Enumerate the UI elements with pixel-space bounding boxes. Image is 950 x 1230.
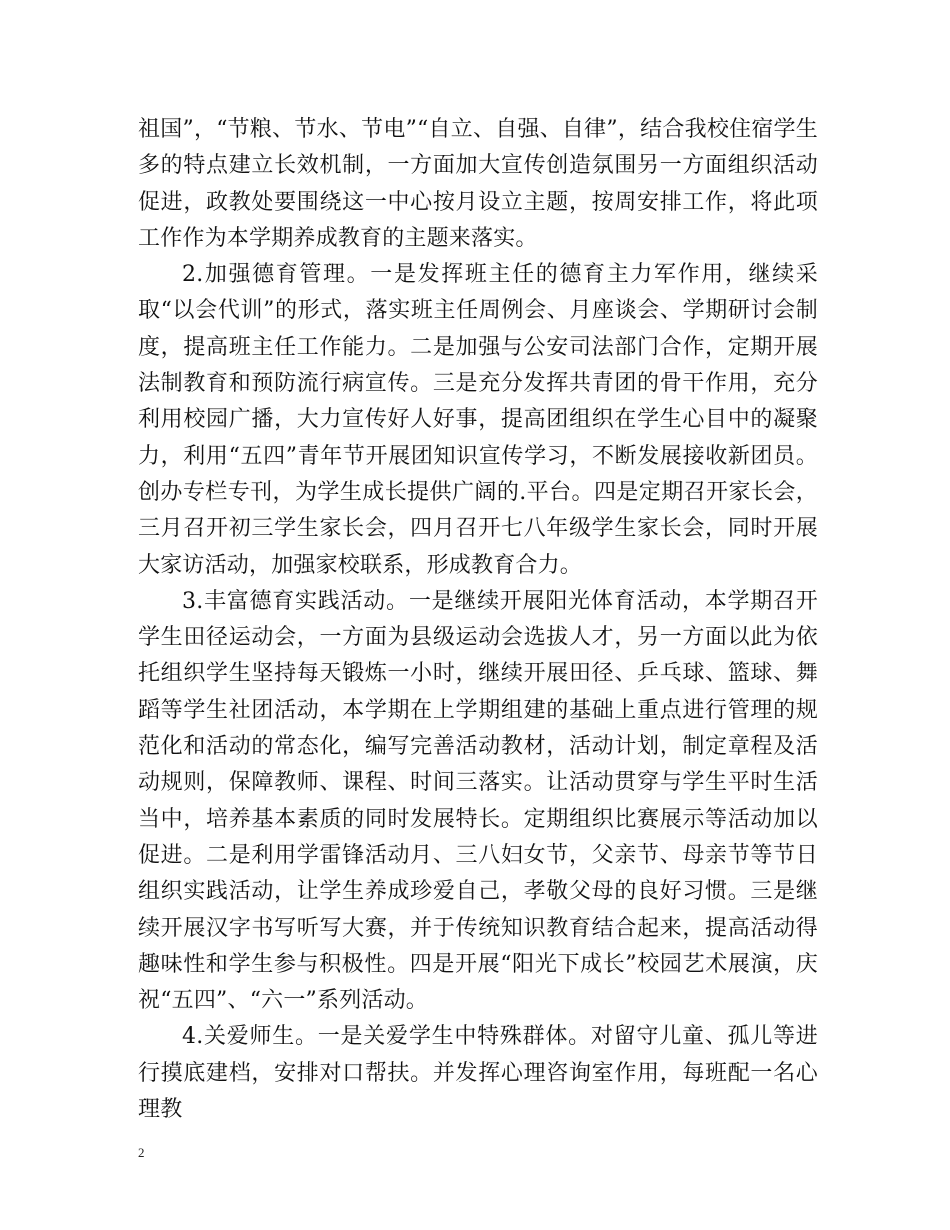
paragraph-moral-management: 2.加强德育管理。一是发挥班主任的德育主力军作用，继续采取“以会代训”的形式，落实班主任周例会、月座谈会、学期研讨会制度，提高班主任工作能力。二是加强与公安司法部门合作，定期开展法制教育和预防流行病宣传。三是充分发挥共青团的骨干作用，充分利用校园广播，大力宣传好人好事，提高团组织在学生心目中的凝聚力，利用“五四”青年节开展团知识宣传学习，不断发展接收新团员。创办专栏专刊，为学生成长提供广阔的.平台。四是定期召开家长会，三月召开初三学生家长会，四月召开七八年级学生家长会，同时开展大家访活动，加强家校联系，形成教育合力。 bbox=[138, 262, 818, 578]
paragraph-care-teachers-students: 4.关爱师生。一是关爱学生中特殊群体。对留守儿童、孤儿等进行摸底建档，安排对口帮扶。并发挥心理咨询室作用，每班配一名心理教 bbox=[138, 1024, 818, 1123]
document-body bbox=[138, 112, 818, 1128]
paragraph-practice-activities: 3.丰富德育实践活动。一是继续开展阳光体育活动，本学期召开学生田径运动会，一方面为县级运动会选拔人才，另一方面以此为依托组织学生坚持每天锻炼一小时，继续开展田径、乒乓球、篮球、舞蹈等学生社团活动，本学期在上学期组建的基础上重点进行管理的规范化和活动的常态化，编写完善活动教材，活动计划，制定章程及活动规则，保障教师、课程、时间三落实。让活动贯穿与学生平时生活当中，培养基本素质的同时发展特长。定期组织比赛展示等活动加以促进。二是利用学雷锋活动月、三八妇女节，父亲节、母亲节等节日组织实践活动，让学生养成珍爱自己，孝敬父母的良好习惯。三是继续开展汉字书写听写大赛，并于传统知识教育结合起来，提高活动得趣味性和学生参与积极性。四是开展“阳光下成长”校园艺术展演，庆祝“五四”、“六一”系列活动。 bbox=[138, 588, 818, 1014]
page-number: 2 bbox=[138, 1145, 145, 1160]
paragraph-continuation: 祖国”，“节粮、节水、节电”“自立、自强、自律”，结合我校住宿学生多的特点建立长效机制，一方面加大宣传创造氛围另一方面组织活动促进，政教处要围绕这一中心按月设立主题，按周安排工作，将此项工作作为本学期养成教育的主题来落实。 bbox=[138, 117, 818, 251]
